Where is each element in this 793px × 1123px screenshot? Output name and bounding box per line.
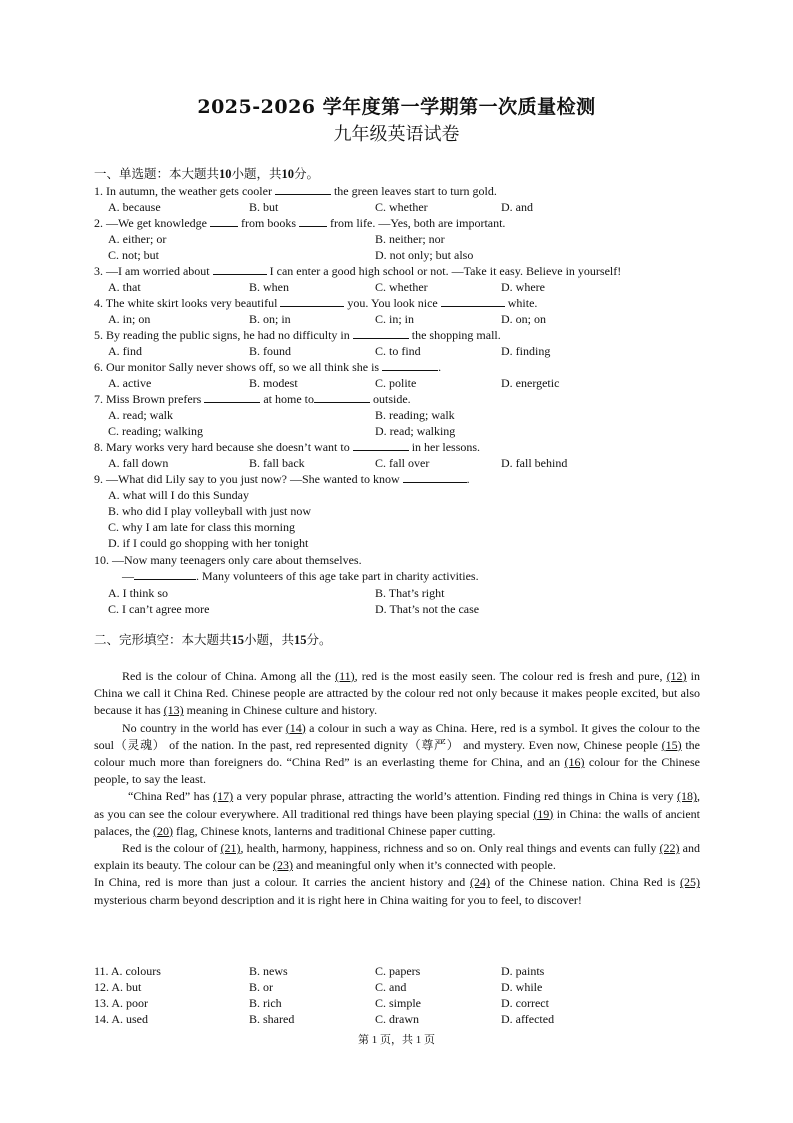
exam-title: 2025-2026 学年度第一学期第一次质量检测 — [197, 96, 596, 118]
gap-marker: (24) — [469, 875, 490, 890]
option: C. in; in — [375, 312, 415, 326]
question-stem: 2. —We get knowledge — [94, 216, 208, 230]
text: flag, Chinese knots, lanterns and traditional Chinese paper cutting. — [172, 823, 496, 838]
answer-blank — [441, 295, 505, 307]
option: A. in; on — [108, 312, 151, 326]
option: C. I can’t agree more — [108, 602, 210, 616]
answer-blank — [134, 568, 196, 580]
question-4 — [94, 295, 537, 311]
cloze-option: 12. A. but — [94, 980, 142, 994]
gap-marker: (13) — [163, 703, 184, 718]
option: C. to find — [375, 344, 421, 358]
answer-blank — [314, 391, 370, 403]
question-stem: 9. —What did Lily say to you just now? —She wanted to know — [94, 472, 400, 486]
answer-blank — [403, 471, 467, 483]
cloze-option: B. or — [249, 980, 273, 994]
answer-blank — [275, 183, 331, 195]
section1-count: 10 — [219, 167, 232, 181]
question-stem: from life. —Yes, both are important. — [330, 216, 506, 230]
question-stem: the shopping mall. — [411, 328, 501, 342]
question-6 — [94, 359, 441, 375]
gap-marker: (25) — [680, 875, 701, 890]
question-stem: — — [122, 569, 134, 583]
cloze-option: C. papers — [375, 964, 421, 978]
section1-heading-prefix: 一、单选题：本大题共 — [94, 167, 220, 181]
question-stem: at home to — [263, 392, 314, 406]
option: B. who did I play volleyball with just now — [108, 504, 311, 518]
text: meaning in Chinese culture and history. — [183, 703, 378, 718]
option: A. what will I do this Sunday — [108, 488, 249, 502]
option: A. fall down — [108, 456, 169, 470]
question-stem: . Many volunteers of this age take part in charity activities. — [196, 569, 479, 583]
question-10 — [94, 552, 362, 568]
text: Red is the colour of China. Among all the — [122, 669, 336, 683]
text: mysterious charm beyond description and it is right here in China waiting for you to feel, to discover! — [94, 892, 582, 907]
text: a very popular phrase, attracting the world’s attention. Finding red things in China is very — [233, 789, 677, 804]
question-stem: 6. Our monitor Sally never shows off, so we all think she is — [94, 360, 380, 374]
text: In China, red is more than just a colour. It carries the ancient history and — [94, 875, 470, 890]
answer-blank — [299, 215, 327, 227]
option: D. and — [501, 200, 533, 214]
paragraph-2 — [94, 720, 700, 789]
question-1 — [94, 183, 497, 199]
question-stem: outside. — [372, 392, 411, 406]
text: No country in the world has ever — [122, 720, 286, 735]
option: D. where — [501, 280, 545, 294]
section2-score: 15 — [294, 633, 307, 647]
gap-marker: (23) — [272, 858, 293, 873]
option: D. energetic — [501, 376, 560, 390]
option: D. fall behind — [501, 456, 568, 470]
question-5 — [94, 327, 501, 343]
question-stem: 4. The white skirt looks very beautiful — [94, 296, 278, 310]
gap-marker: (16) — [564, 755, 585, 770]
cloze-option: B. shared — [249, 1012, 295, 1026]
option: D. finding — [501, 344, 551, 358]
gap-marker: (19) — [533, 806, 554, 821]
option: A. that — [108, 280, 141, 294]
text: in China we call it China Red. Chinese people are attracted by the colour red not only because it makes people excited, but also because it has — [94, 669, 700, 718]
answer-blank — [382, 359, 438, 371]
gap-marker: (15) — [661, 737, 682, 752]
cloze-option: C. drawn — [375, 1012, 419, 1026]
section2-heading-suffix: 分。 — [306, 633, 332, 647]
question-stem: 10. —Now many teenagers only care about themselves. — [94, 553, 362, 567]
answer-blank — [353, 327, 409, 339]
question-3 — [94, 263, 621, 279]
option: C. fall over — [375, 456, 430, 470]
option: B. neither; nor — [375, 232, 445, 246]
cloze-option: C. and — [375, 980, 407, 994]
answer-blank — [353, 439, 409, 451]
cloze-option: 11. A. colours — [94, 964, 161, 978]
section1-heading-suffix: 分。 — [294, 167, 320, 181]
option: B. but — [249, 200, 279, 214]
gap-marker: (11) — [335, 669, 355, 683]
option: D. read; walking — [375, 424, 456, 438]
text: the colour much more than foreigners do. “China Red” is an everlasting theme for China, and an — [94, 737, 700, 770]
section1-score: 10 — [281, 167, 295, 181]
answer-blank — [210, 215, 238, 227]
question-stem: from books — [241, 216, 297, 230]
text: and explain its beauty. The colour can be — [94, 841, 700, 873]
question-stem: . — [438, 360, 442, 374]
cloze-option: C. simple — [375, 996, 422, 1010]
section2-heading-prefix: 二、完形填空：本大题共 — [94, 633, 232, 647]
cloze-option: 13. A. poor — [94, 996, 148, 1010]
option: C. reading; walking — [108, 424, 203, 438]
option: B. on; in — [249, 312, 291, 326]
question-stem: you. You look nice — [347, 296, 438, 310]
option: D. on; on — [501, 312, 546, 326]
section2-count: 15 — [231, 633, 245, 647]
question-stem: 8. Mary works very hard because she doesn’t want to — [94, 440, 350, 454]
option: A. find — [108, 344, 142, 358]
question-stem: 3. —I am worried about — [94, 264, 210, 278]
gap-marker: (12) — [666, 669, 687, 683]
option: B. That’s right — [375, 586, 445, 600]
question-stem: 1. In autumn, the weather gets cooler — [94, 184, 272, 198]
paragraph-4 — [94, 840, 700, 874]
text: a colour in such a way as China. Here, red is a symbol. It gives the colour to the soul（灵魂） of the nation. In the past, red represented dignity（尊严） and mystery. Even now, Chinese people — [94, 720, 700, 752]
option: A. because — [108, 200, 161, 214]
text: in China: the walls of ancient palaces, the — [94, 806, 700, 838]
text: and meaningful only when it’s connected with people. — [292, 858, 556, 873]
cloze-passage — [94, 668, 700, 909]
section1-heading-mid: 小题，共 — [231, 167, 282, 181]
cloze-option: B. news — [249, 964, 288, 978]
option: B. fall back — [249, 456, 305, 470]
option: B. found — [249, 344, 291, 358]
option: C. not; but — [108, 248, 160, 262]
option: B. modest — [249, 376, 298, 390]
option: B. reading; walk — [375, 408, 455, 422]
gap-marker: (22) — [659, 841, 680, 856]
page-number: 第 1 页，共 1 页 — [358, 1034, 435, 1046]
exam-subtitle: 九年级英语试卷 — [333, 124, 460, 145]
text: of the Chinese nation. China Red is — [489, 875, 681, 890]
paragraph-1 — [94, 668, 700, 720]
question-2 — [94, 215, 505, 231]
answer-blank — [204, 391, 260, 403]
question-7 — [94, 391, 411, 407]
question-10-reply — [122, 568, 479, 584]
paragraph-5 — [94, 874, 700, 908]
question-stem: 7. Miss Brown prefers — [94, 392, 202, 406]
cloze-option: 14. A. used — [94, 1012, 148, 1026]
text: “China Red” has — [128, 789, 214, 804]
gap-marker: (14) — [285, 720, 306, 735]
option: A. I think so — [108, 586, 168, 600]
text: , red is the most easily seen. The colour red is fresh and pure, — [354, 669, 667, 683]
paragraph-3 — [94, 788, 700, 840]
option: D. not only; but also — [375, 248, 474, 262]
answer-blank — [280, 295, 344, 307]
option: C. why I am late for class this morning — [108, 520, 295, 534]
cloze-option: D. affected — [501, 1012, 555, 1026]
option: C. whether — [375, 280, 428, 294]
text: Red is the colour of — [122, 841, 221, 856]
text: , health, harmony, happiness, richness and so on. Only real things and events can fully — [240, 841, 660, 856]
option: D. That’s not the case — [375, 602, 480, 616]
gap-marker: (18) — [676, 789, 697, 804]
gap-marker: (17) — [213, 789, 234, 804]
option: A. read; walk — [108, 408, 173, 422]
question-stem: . — [466, 472, 470, 486]
question-stem: white. — [507, 296, 538, 310]
question-8 — [94, 439, 480, 455]
section1-heading — [94, 166, 319, 182]
text: colour for the Chinese people, to say the least. — [94, 755, 700, 787]
question-stem: 5. By reading the public signs, he had no difficulty in — [94, 328, 350, 342]
section2-heading-mid: 小题，共 — [244, 633, 295, 647]
option: B. when — [249, 280, 289, 294]
cloze-option: D. paints — [501, 964, 545, 978]
cloze-option: B. rich — [249, 996, 282, 1010]
answer-blank — [213, 263, 267, 275]
option: C. polite — [375, 376, 417, 390]
option: A. either; or — [108, 232, 167, 246]
question-9 — [94, 471, 470, 487]
gap-marker: (20) — [152, 823, 173, 838]
question-stem: I can enter a good high school or not. —Take it easy. Believe in yourself! — [269, 264, 622, 278]
cloze-option: D. while — [501, 980, 543, 994]
question-stem: the green leaves start to turn gold. — [333, 184, 497, 198]
question-stem: in her lessons. — [411, 440, 481, 454]
gap-marker: (21) — [220, 841, 241, 856]
text: , as you can see the colour everywhere. All traditional red things have been playing special — [94, 789, 700, 821]
option: C. whether — [375, 200, 428, 214]
option: A. active — [108, 376, 152, 390]
section2-heading — [94, 632, 332, 648]
option: D. if I could go shopping with her tonight — [108, 536, 309, 550]
cloze-option: D. correct — [501, 996, 549, 1010]
